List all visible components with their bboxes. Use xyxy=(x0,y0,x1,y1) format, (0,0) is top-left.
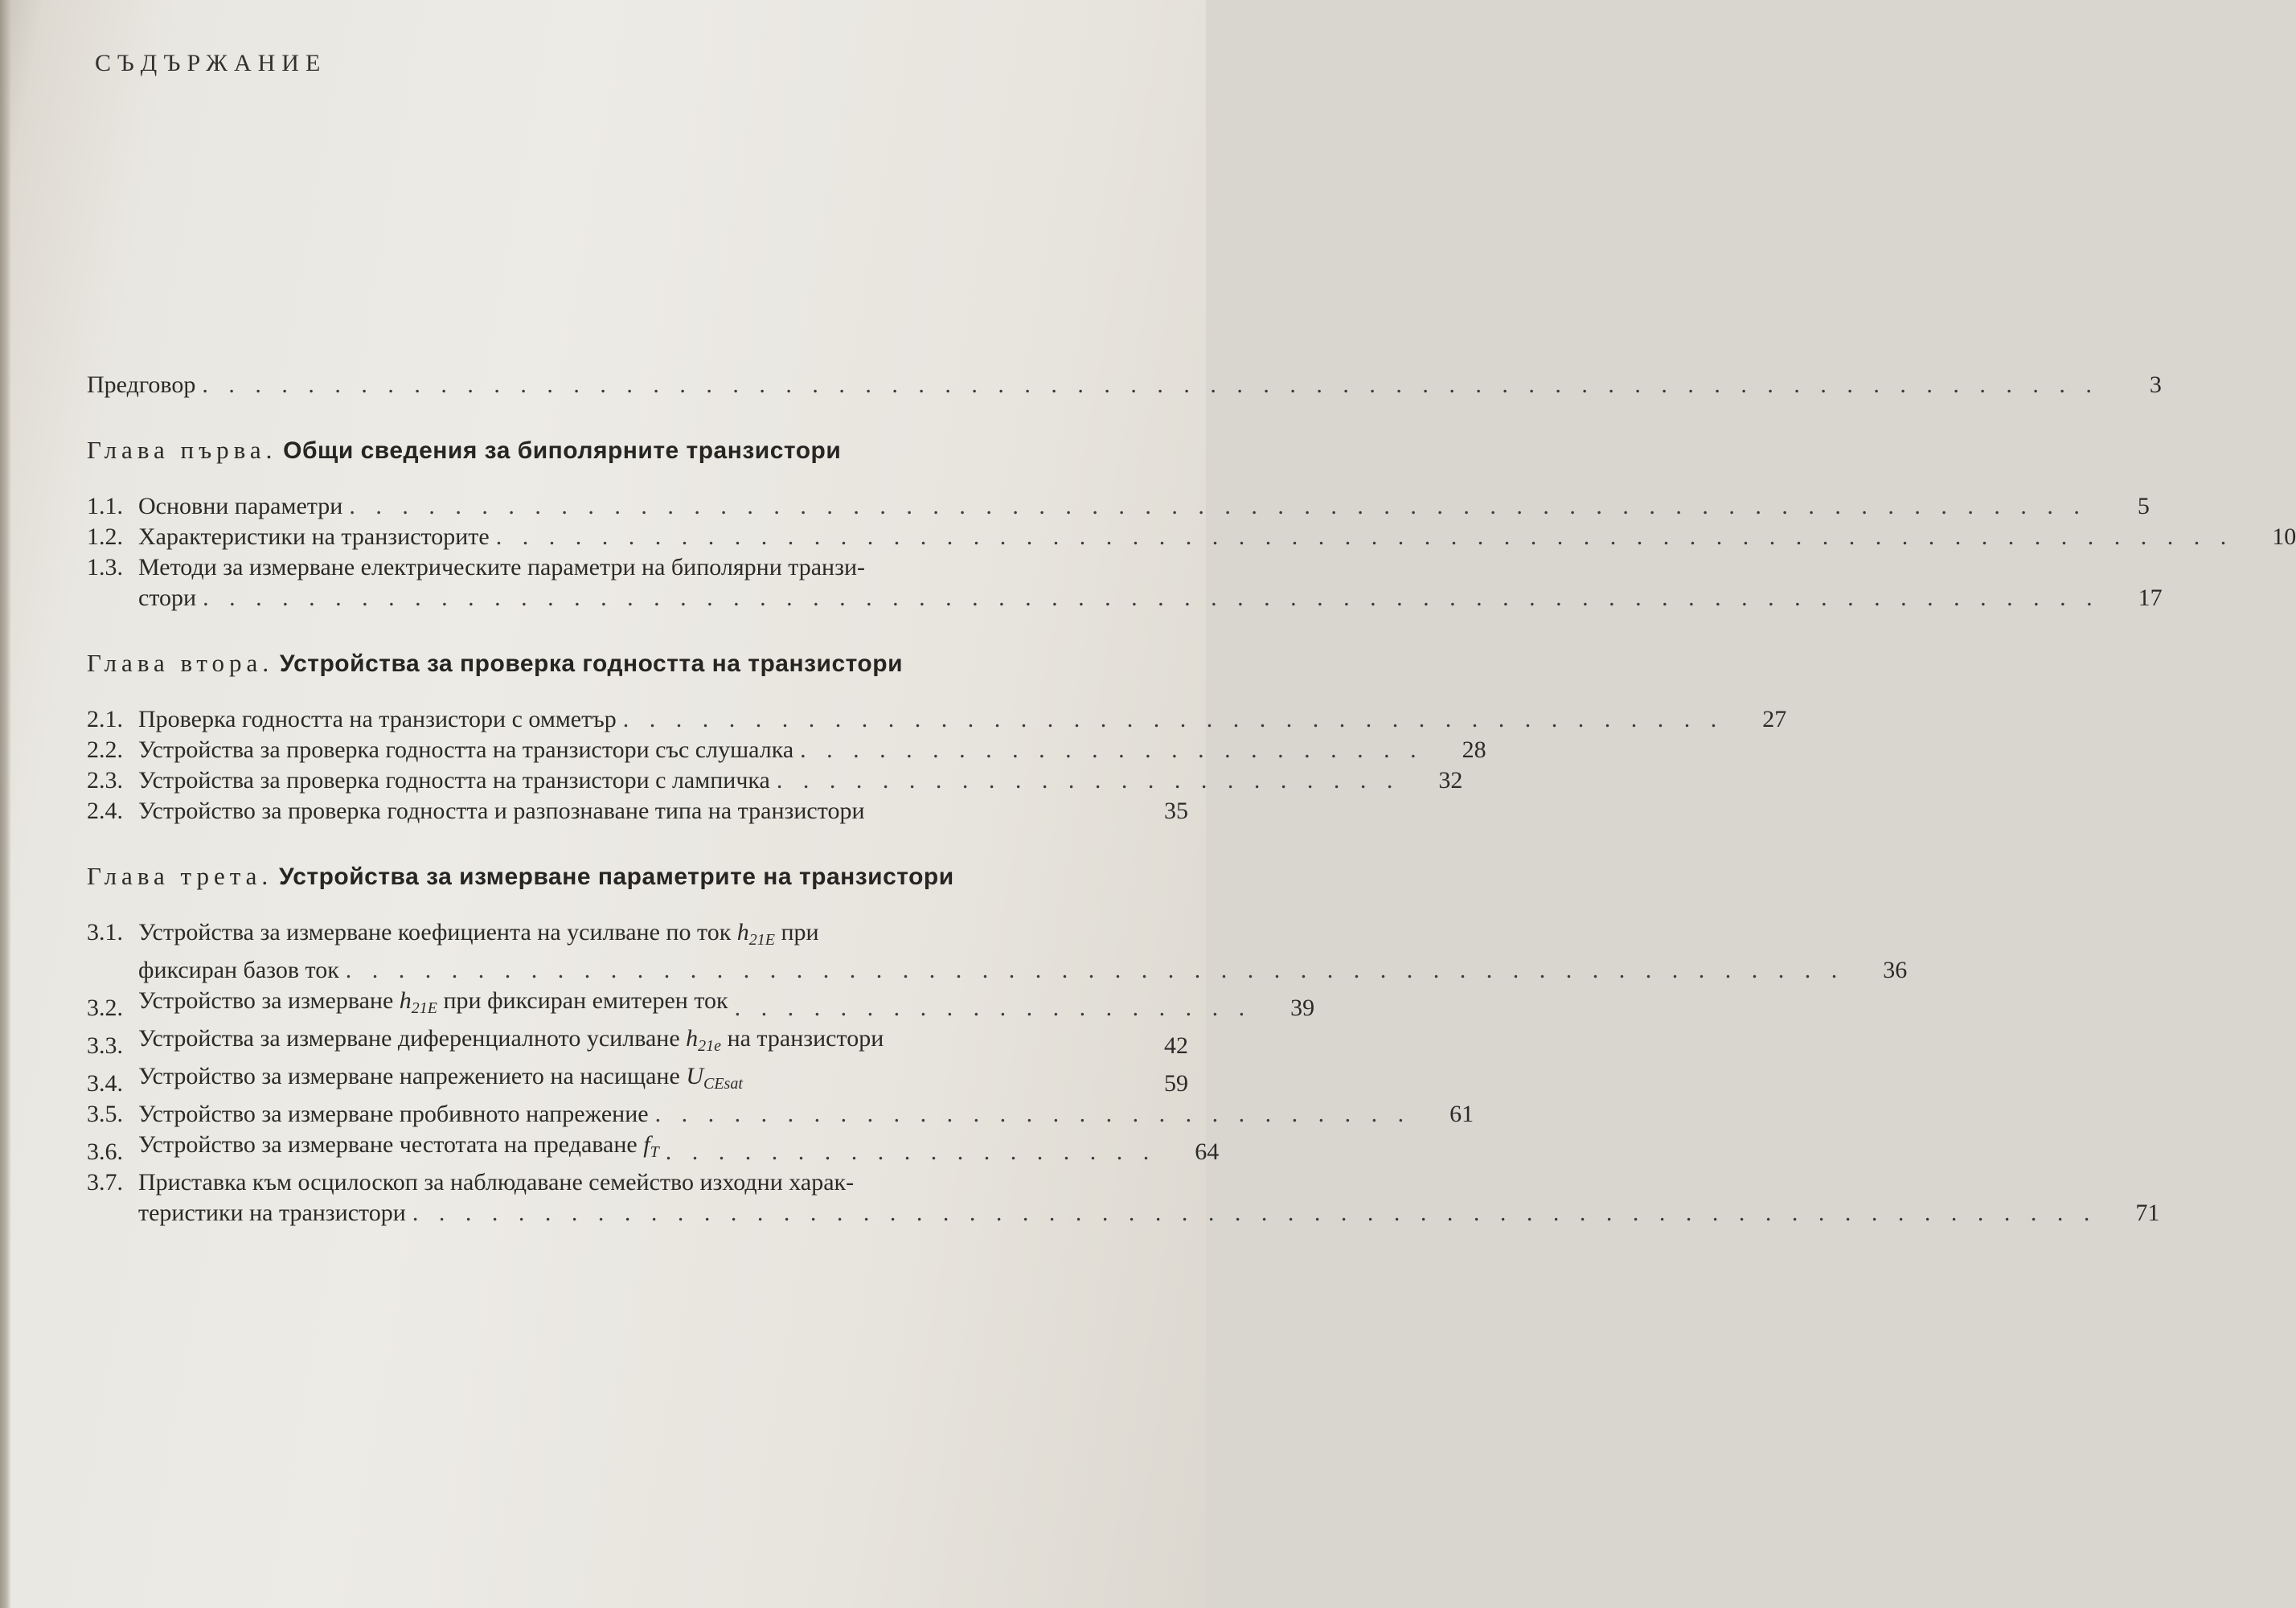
toc-entry xyxy=(87,986,1315,1023)
toc-entry xyxy=(87,1167,2160,1229)
toc-entry xyxy=(87,1099,1474,1130)
entry-text: Устройство за измерване напрежението на насищане $U_{CEsat}$ xyxy=(138,1063,743,1093)
page-number: 39 xyxy=(1290,995,1315,1021)
entry-number: 1.2. xyxy=(87,523,123,550)
entry-number: 2.3. xyxy=(87,767,123,794)
page-number: 64 xyxy=(1195,1138,1220,1165)
chapter-title: Устройства за проверка годността на транзистори xyxy=(279,650,904,677)
leader-dots: . . . . . . . . . . . . . . . . . . . . . . . . . . . . . . . . . . . . . . . . . . . . . . . . . . . . . . . . . . . . . . . . xyxy=(412,1200,2097,1226)
h-symbol: h xyxy=(736,919,749,946)
entry-text: Устройства за проверка годността на транзистори с лампичка xyxy=(138,767,770,794)
page-number: 35 xyxy=(1164,798,1188,824)
u-symbol: U xyxy=(686,1063,703,1089)
leader-dots: . . . . . . . . . . . . . . . . . . . . . . . . . . . . . . . . . . . . . . . . . . . . . . . . . . . . . . . . . . . . . . . . . . xyxy=(349,493,2087,519)
page-title: СЪДЪРЖАНИЕ xyxy=(95,50,327,76)
toc-entry xyxy=(87,917,1908,986)
entry-number: 3.6. xyxy=(87,1138,123,1165)
entry-text: Основни параметри xyxy=(138,493,343,519)
entry-text: Устройства за проверка годността на транзистори със слушалка xyxy=(138,736,794,763)
entry-text: Методи за измерване електрическите параметри на биполярни транзи- xyxy=(138,554,865,580)
toc-entry xyxy=(87,735,1486,765)
symbol-subscript: 21E xyxy=(748,931,775,949)
page-number: 5 xyxy=(2137,493,2150,519)
entry-text-continued: фиксиран базов ток xyxy=(138,957,339,983)
chapter-label: Глава трета. xyxy=(87,862,273,890)
chapter-title: Устройства за измерване параметрите на транзистори xyxy=(278,863,954,890)
entry-number: 3.5. xyxy=(87,1101,123,1127)
toc-entry xyxy=(87,522,2296,552)
chapter-label: Глава първа. xyxy=(87,436,277,464)
chapter-heading-2 xyxy=(87,647,1188,680)
page-number: 3 xyxy=(2149,371,2162,398)
toc-entry xyxy=(87,704,1787,735)
entry-number: 2.1. xyxy=(87,706,123,732)
entry-number: 1.3. xyxy=(87,554,123,580)
page-number: 71 xyxy=(2135,1200,2160,1226)
toc-entry xyxy=(87,796,1188,827)
chapter-label: Глава втора. xyxy=(87,649,274,677)
entry-text: Устройство за измерване пробивното напрежение xyxy=(138,1101,649,1127)
entry-text-continued: теристики на транзистори xyxy=(138,1200,406,1226)
entry-text: Устройство за проверка годността и разпознаване типа на транзистори xyxy=(138,798,865,824)
page-number: 42 xyxy=(1164,1032,1188,1059)
page-number: 36 xyxy=(1883,957,1908,983)
page-number: 27 xyxy=(1762,706,1787,732)
entry-number: 3.4. xyxy=(87,1070,123,1097)
entry-text: Устройство за измерване $h_{21E}$ при фиксиран емитерен ток xyxy=(138,987,728,1017)
entry-number: 3.7. xyxy=(87,1169,123,1196)
leader-dots: . . . . . . . . . . . . . . . . . . . . . . . . . . . . . . . . . . . . . . . . . . . . . . . . . . . . . . . . . xyxy=(345,957,1845,983)
h-symbol: h xyxy=(686,1025,699,1052)
entry-text: Предговор xyxy=(87,371,196,398)
entry-text: Приставка към осцилоскоп за наблюдаване семейство изходни харак- xyxy=(138,1169,855,1196)
leader-dots: . . . . . . . . . . . . . . . . . . . . . . . . . . . . . xyxy=(654,1101,1412,1127)
leader-dots: . . . . . . . . . . . . . . . . . . . . . . . . . . . . . . . . . . . . . . . . . . . . . . . . . . . . . . . . . . . . . . . . . . . . . . . . xyxy=(203,585,2100,611)
page-number: 10 xyxy=(2272,523,2296,550)
toc-entry xyxy=(87,552,2163,613)
page-number: 32 xyxy=(1438,767,1463,794)
toc-entry xyxy=(87,1130,1220,1167)
toc-entry xyxy=(87,1061,1188,1099)
symbol-subscript: CEsat xyxy=(703,1075,743,1093)
h-symbol: h xyxy=(399,987,412,1014)
entry-number: 2.4. xyxy=(87,798,123,824)
symbol-subscript: 21e xyxy=(698,1037,722,1055)
leader-dots: . . . . . . . . . . . . . . . . . . . . . . . . . . . . . . . . . . . . . . . . . . . . . . . . . . . . . . . . . . . . . . . . . . . . . . . . xyxy=(202,371,2099,398)
entry-text: Устройства за измерване диференциалното усилване $h_{21e}$ на транзистори xyxy=(138,1025,884,1055)
leader-dots: . . . . . . . . . . . . . . . . . . . xyxy=(665,1138,1157,1165)
leader-dots: . . . . . . . . . . . . . . . . . . . . . . . . . . . . . . . . . . . . . . . . . . xyxy=(622,706,1724,732)
entry-number: 1.1. xyxy=(87,493,123,519)
toc-entry xyxy=(87,491,2150,522)
toc-entry xyxy=(87,1023,1188,1061)
symbol-subscript: 21E xyxy=(411,999,437,1017)
chapter-heading-1 xyxy=(87,434,1188,467)
toc-entry-preface xyxy=(87,370,2162,400)
entry-text: Проверка годността на транзистори с омметър xyxy=(138,706,617,732)
leader-dots: . . . . . . . . . . . . . . . . . . . . xyxy=(734,995,1253,1021)
entry-text: Устройство за измерване честотата на предаване $f_T$ xyxy=(138,1131,659,1161)
entry-number: 2.2. xyxy=(87,736,123,763)
entry-text: Характеристики на транзисторите xyxy=(138,523,490,550)
chapter-title: Общи сведения за биполярните транзистори xyxy=(283,437,842,464)
leader-dots: . . . . . . . . . . . . . . . . . . . . . . . . xyxy=(800,736,1424,763)
entry-number: 3.2. xyxy=(87,995,123,1021)
leader-dots: . . . . . . . . . . . . . . . . . . . . . . . . . . . . . . . . . . . . . . . . . . . . . . . . . . . . . . . . . . . . . . . . . . xyxy=(495,523,2234,550)
f-symbol: f xyxy=(643,1131,650,1158)
entry-text: Устройства за измерване коефициента на усилване по ток $h_{21E}$ при xyxy=(138,919,819,949)
page-number: 17 xyxy=(2138,585,2163,611)
page-number: 61 xyxy=(1449,1101,1474,1127)
page-number: 59 xyxy=(1164,1070,1188,1097)
entry-text-continued: стори xyxy=(138,585,197,611)
page-number: 28 xyxy=(1462,736,1486,763)
entry-number: 3.1. xyxy=(87,919,123,946)
book-gutter xyxy=(0,0,11,1608)
table-of-contents xyxy=(87,370,2296,1229)
toc-entry xyxy=(87,765,1463,796)
symbol-subscript: T xyxy=(650,1143,659,1161)
entry-number: 3.3. xyxy=(87,1032,123,1059)
leader-dots: . . . . . . . . . . . . . . . . . . . . . . . . xyxy=(776,767,1400,794)
chapter-heading-3 xyxy=(87,860,1188,893)
